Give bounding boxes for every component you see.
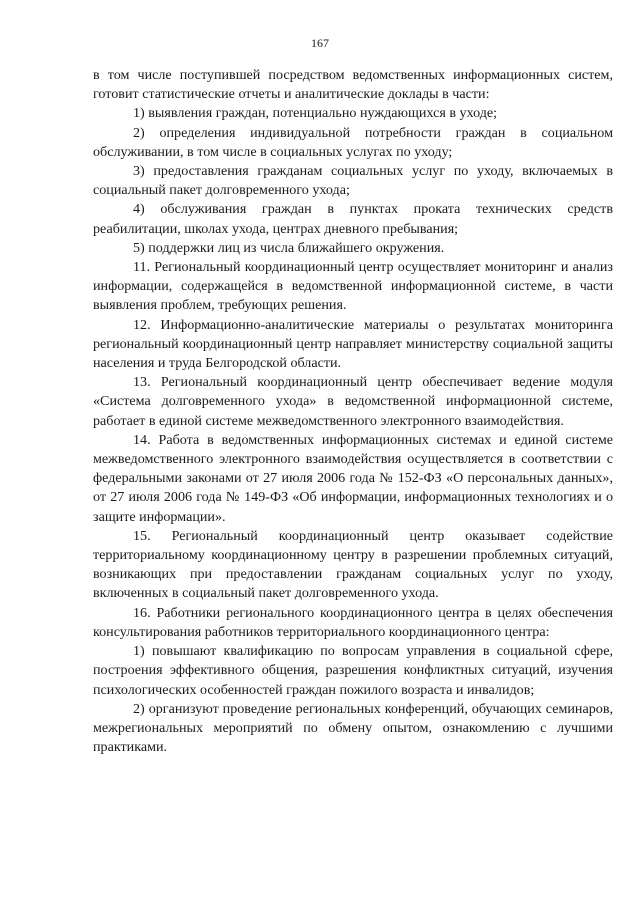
clause-16-item-1: 1) повышают квалификацию по вопросам управления в социальной сфере, построения эффективного общения, разрешения конфликтных ситуаций, изучения психологических особенностей граждан пожилого возраста и инвалидов; bbox=[93, 643, 613, 698]
list-item-5: 5) поддержки лиц из числа ближайшего окружения. bbox=[133, 239, 445, 256]
document-body bbox=[93, 66, 613, 757]
list-item-4: 4) обслуживания граждан в пунктах проката технических средств реабилитации, школах ухода, центрах дневного пребывания; bbox=[93, 201, 613, 237]
clause-13: 13. Региональный координационный центр обеспечивает ведение модуля «Система долговременного ухода» в ведомственной информационной системе, работает в единой системе межведомственного электронного взаимодействия. bbox=[93, 374, 613, 429]
list-item-1: 1) выявления граждан, потенциально нуждающихся в уходе; bbox=[133, 105, 498, 122]
clause-15: 15. Региональный координационный центр оказывает содействие территориальному координационному центру в разрешении проблемных ситуаций, возникающих при предоставлении гражданам социальных услуг по уходу, включенных в социальный пакет долговременного ухода. bbox=[93, 527, 613, 602]
clause-11: 11. Региональный координационный центр осуществляет мониторинг и анализ информации, содержащейся в ведомственной информационной системе, в части выявления проблем, требующих решения. bbox=[93, 259, 613, 314]
clause-16-item-2: 2) организуют проведение региональных конференций, обучающих семинаров, межрегиональных мероприятий по обмену опытом, ознакомлению с лучшими практиками. bbox=[93, 700, 613, 756]
list-item-3: 3) предоставления гражданам социальных услуг по уходу, включаемых в социальный пакет долговременного ухода; bbox=[93, 163, 613, 199]
list-item-2: 2) определения индивидуальной потребности граждан в социальном обслуживании, в том числе в социальных услугах по уходу; bbox=[93, 124, 613, 160]
page-number: 167 bbox=[311, 36, 329, 50]
paragraph-intro-continuation: в том числе поступившей посредством ведомственных информационных систем, готовит статистические отчеты и аналитические доклады в части: bbox=[93, 67, 613, 103]
clause-12: 12. Информационно-аналитические материалы о результатах мониторинга региональный координационный центр направляет министерству социальной защиты населения и труда Белгородской области. bbox=[93, 316, 613, 372]
clause-16: 16. Работники регионального координационного центра в целях обеспечения консультирования работников территориального координационного центра: bbox=[93, 604, 613, 640]
clause-14: 14. Работа в ведомственных информационных системах и единой системе межведомственного электронного взаимодействия осуществляется в соответствии с федеральными законами от 27 июля 2006 года № 152-ФЗ «О персональных данных», от 27 июля 2006 года № 149-ФЗ «Об информации, информационных технологиях и о защите информации». bbox=[93, 431, 613, 525]
